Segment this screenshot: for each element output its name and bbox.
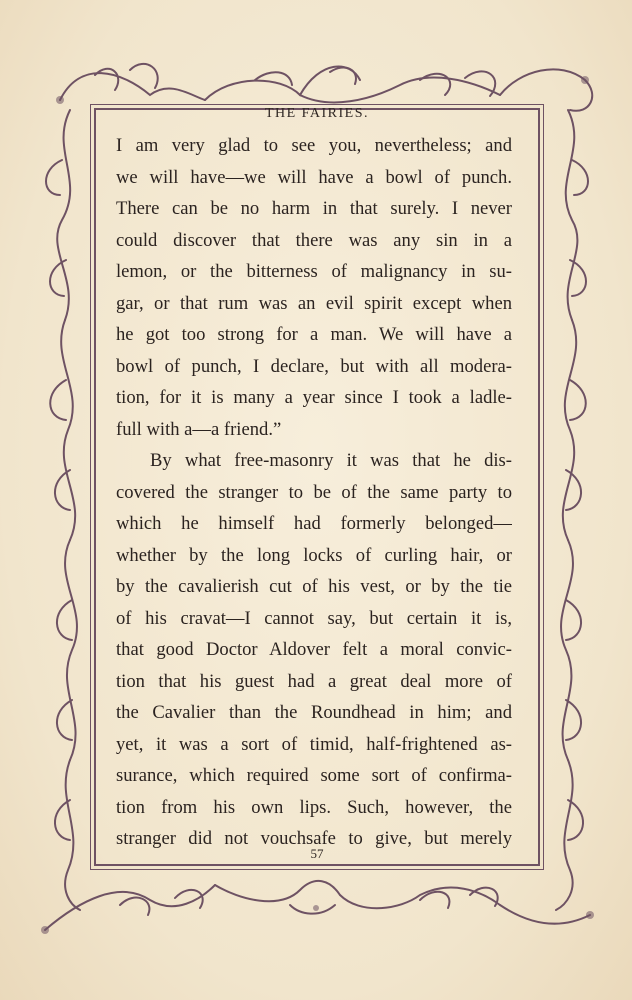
text-line: tion, for it is many a year since I took a ladle- bbox=[116, 387, 512, 408]
text-line: of his cravat—I cannot say, but certain it is, bbox=[116, 607, 512, 629]
text-line: by the cavalierish cut of his vest, or by the tie bbox=[116, 576, 512, 597]
text-line: which he himself had formerly belonged— bbox=[116, 513, 512, 534]
body-text bbox=[116, 130, 512, 855]
text-line: that good Doctor Aldover felt a moral convic- bbox=[116, 639, 512, 660]
text-line: lemon, or the bitterness of malignancy in su- bbox=[116, 261, 512, 282]
text-line: yet, it was a sort of timid, half-frightened as- bbox=[116, 733, 512, 755]
page-number: 57 bbox=[310, 846, 324, 861]
text-line: bowl of punch, I declare, but with all modera- bbox=[116, 355, 512, 377]
text-line: tion that his guest had a great deal more of bbox=[116, 670, 512, 692]
running-head: THE FAIRIES. bbox=[264, 106, 370, 121]
text-line: There can be no harm in that surely. I never bbox=[116, 198, 512, 219]
text-line: tion from his own lips. Such, however, the bbox=[116, 796, 512, 818]
text-line: stranger did not vouchsafe to give, but merely bbox=[116, 828, 512, 849]
text-line: covered the stranger to be of the same party to bbox=[116, 481, 512, 503]
text-line: we will have—we will have a bowl of punch. bbox=[116, 166, 512, 188]
text-line: surance, which required some sort of confirma- bbox=[116, 765, 512, 786]
text-line: By what free-masonry it was that he dis- bbox=[150, 450, 512, 471]
text-line: he got too strong for a man. We will have a bbox=[116, 324, 512, 345]
text-line: I am very glad to see you, nevertheless; and bbox=[116, 135, 512, 156]
text-line: could discover that there was any sin in a bbox=[116, 229, 512, 251]
text-line: gar, or that rum was an evil spirit except when bbox=[116, 292, 512, 314]
text-line: the Cavalier than the Roundhead in him; and bbox=[116, 702, 512, 723]
text-line: full with a—a friend.” bbox=[116, 418, 282, 440]
text-line: whether by the long locks of curling hair, or bbox=[116, 544, 512, 566]
